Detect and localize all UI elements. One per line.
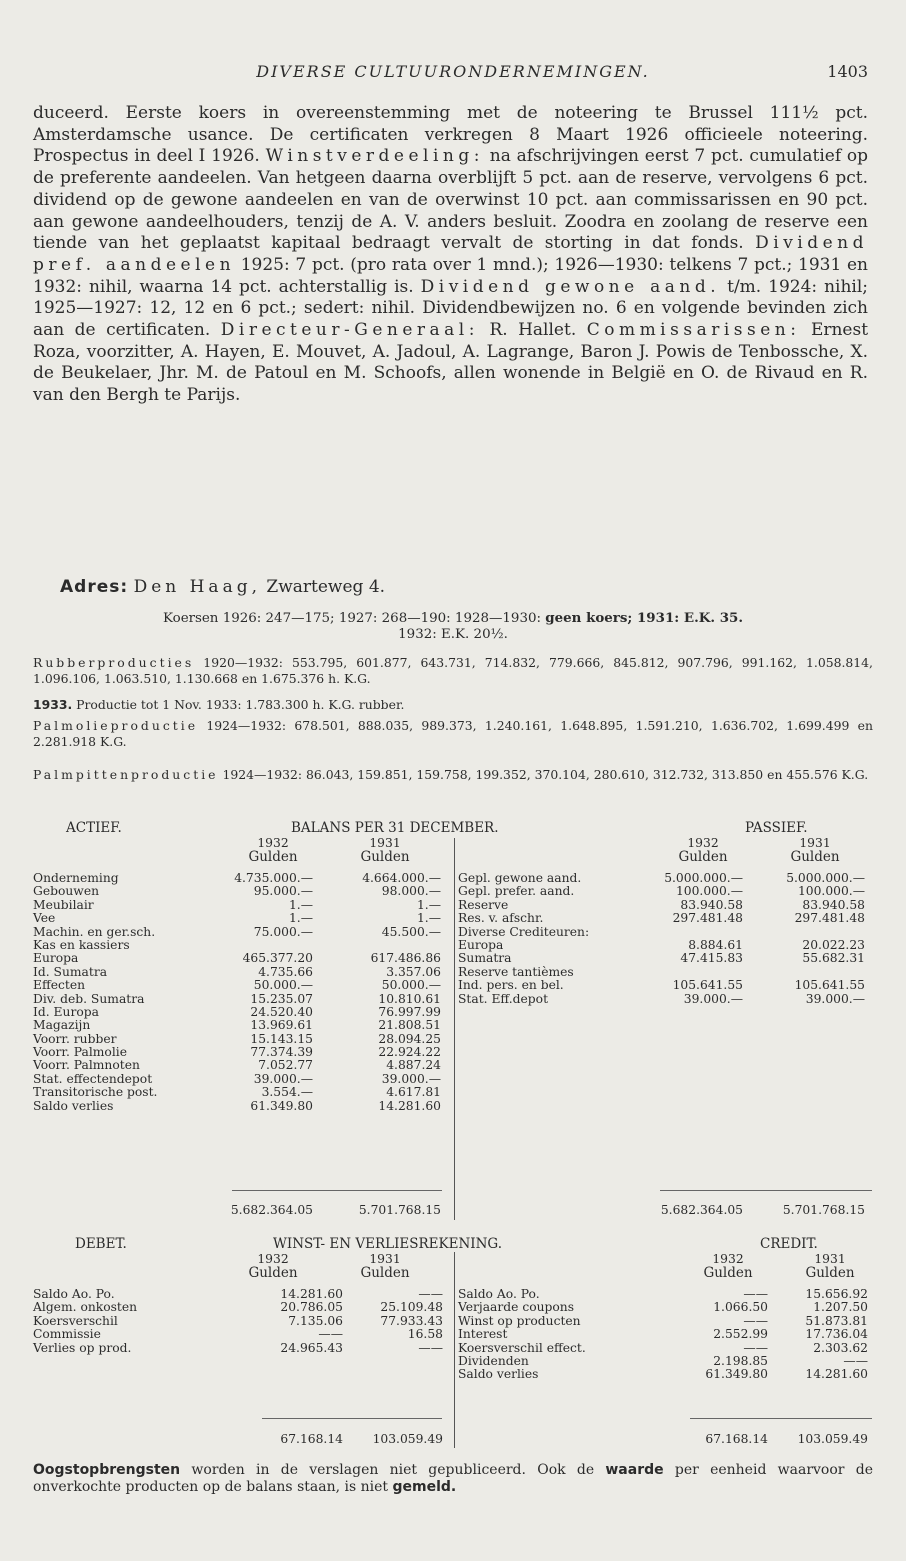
- table-row: [33, 911, 873, 924]
- row-label: Saldo Ao. Po.: [33, 1287, 115, 1301]
- credit-heading: CREDIT.: [760, 1236, 818, 1252]
- value-1932: 61.349.80: [250, 1098, 313, 1113]
- palmpitten-production: [33, 767, 873, 783]
- year-1933-label: 1933.: [33, 697, 73, 712]
- row-label: Europa: [33, 951, 79, 966]
- pl-headers: [33, 1236, 873, 1282]
- row-label: Koersverschil: [33, 1313, 118, 1328]
- pl-year-1931: 1931: [369, 1252, 401, 1266]
- row-label: Algem. onkosten: [33, 1300, 138, 1315]
- value-1931: 50.000.—: [381, 978, 441, 993]
- value-1931: ——: [418, 1287, 443, 1301]
- value-1932: 4.735.000.—: [234, 871, 313, 885]
- keyword-directeur: Directeur-Generaal:: [220, 320, 479, 341]
- value-1932: 50.000.—: [253, 978, 313, 993]
- value-1931: 4.887.24: [386, 1058, 441, 1073]
- row-label: Reserve tantièmes: [458, 964, 574, 979]
- value-1932: 3.554.—: [261, 1085, 313, 1100]
- address-street: Zwarteweg 4.: [266, 577, 386, 597]
- text-dividend-gewone: t/m. 1924: nihil; 1925—1927: 12, 12 en 6 pct.; sedert: nihil. Dividendbewijzen no. 6 en volgende bevinden zich aan de certificaten.: [33, 276, 869, 341]
- value-1931: 297.481.48: [794, 911, 865, 926]
- keyword-winstverdeeling: Winstverdeeling:: [265, 146, 484, 167]
- koersen-line1b: geen koers; 1931: E.K. 35.: [545, 610, 743, 626]
- text-intro: duceerd. Eerste koers in overeenstemming met de noteering te Brussel 111½ pct. Amsterdamsche usance. De certificaten verkregen 8 Maart 1926 officieele noteering. Prospectus in deel I 1926.: [33, 103, 868, 167]
- keyword-dividend-gewone: Dividend gewone aand.: [420, 276, 721, 297]
- pl-total-1931: 103.059.49: [372, 1432, 443, 1446]
- value-1931: 1.—: [416, 897, 441, 912]
- value-1932: 47.415.83: [680, 951, 743, 966]
- koersen-block: [33, 611, 873, 642]
- value-1931: 4.617.81: [386, 1085, 441, 1100]
- value-1931: ——: [418, 1340, 443, 1355]
- row-label: Meubilair: [33, 897, 94, 912]
- koersen-line1a: Koersen 1926: 247—175; 1927: 268—190: 1928—1930:: [162, 611, 546, 626]
- value-1931: 105.641.55: [794, 978, 865, 993]
- koersen-line2: 1932: E.K. 20½.: [398, 626, 508, 642]
- text-winstverdeeling: na afschrijvingen eerst 7 pct. cumulatief op de preferente aandeelen. Van hetgeen daarna overblijft 5 pct. aan de reserve, vervolgens 6 pct. dividend op de gewone aandeelen en van de overwinst 10 pct. aan commissarissen en 90 pct. aan gewone aandeelhouders, tenzij de A. V. anders besluit. Zoodra en zoolang de reserve een tiende van het geplaatst kapitaal bedraagt vervalt de storting in dat fonds.: [33, 146, 869, 254]
- pl-credit: [33, 1287, 873, 1381]
- table-row: [33, 992, 873, 1005]
- value-1931: 14.281.60: [805, 1367, 868, 1382]
- pl-title: WINST- EN VERLIESREKENING.: [273, 1236, 503, 1252]
- row-label: Gepl. prefer. aand.: [458, 884, 575, 899]
- table-row: [33, 925, 873, 938]
- row-label: Sumatra: [458, 951, 512, 966]
- row-label: Europa: [458, 937, 504, 952]
- pl-currency-1931-right: Gulden: [805, 1265, 855, 1282]
- balance-total-1931-right: 5.701.768.15: [782, 1203, 865, 1217]
- year-1932: 1932: [257, 836, 289, 850]
- row-label: Kas en kassiers: [33, 937, 130, 952]
- balance-total-1932: 5.682.364.05: [230, 1203, 313, 1217]
- row-label: Voorr. Palmolie: [33, 1045, 127, 1060]
- value-1932: 7.135.06: [288, 1313, 343, 1328]
- value-1931: ——: [843, 1353, 868, 1368]
- table-row: [33, 938, 873, 951]
- value-1931: 45.500.—: [381, 924, 441, 939]
- pl-year-1931-right: 1931: [814, 1252, 846, 1266]
- table-row: [33, 1072, 873, 1085]
- value-1932: 24.520.40: [250, 1004, 313, 1019]
- address-label: Adres:: [60, 577, 129, 597]
- row-label: Reserve: [458, 897, 509, 912]
- year-1931: 1931: [369, 836, 401, 850]
- value-1931: 1.—: [416, 911, 441, 926]
- value-1931: 617.486.86: [370, 951, 441, 966]
- value-1931: 39.000.—: [805, 991, 865, 1006]
- keyword-commissarissen: Commissarissen:: [586, 320, 801, 341]
- table-row: [33, 1005, 873, 1018]
- pl-currency-1931: Gulden: [360, 1265, 410, 1282]
- table-row: [33, 1314, 873, 1327]
- value-1931: 1.207.50: [813, 1300, 868, 1315]
- footer-note: [33, 1462, 873, 1495]
- table-row: [33, 1300, 873, 1313]
- table-row: [33, 978, 873, 991]
- value-1932: 8.884.61: [688, 937, 743, 952]
- row-label: Verjaarde coupons: [458, 1300, 575, 1315]
- row-label: Koersverschil effect.: [458, 1340, 586, 1355]
- row-label: Verlies op prod.: [33, 1340, 132, 1355]
- value-1931: 20.022.23: [802, 937, 865, 952]
- actief-heading: ACTIEF.: [66, 820, 122, 836]
- passief-heading: PASSIEF.: [745, 820, 808, 836]
- value-1931: 28.094.25: [378, 1031, 441, 1046]
- value-1932: 297.481.48: [672, 911, 743, 926]
- row-label: Saldo verlies: [33, 1098, 114, 1113]
- footer-keyword-2: waarde: [605, 1462, 664, 1478]
- palmolie-values: 1924—1932: 678.501, 888.035, 989.373, 1.240.161, 1.648.895, 1.591.210, 1.636.702, 1.699.499 en 2.281.918 K.G.: [33, 718, 873, 749]
- row-label: Voorr. rubber: [33, 1031, 117, 1046]
- value-1932: 2.552.99: [713, 1327, 768, 1342]
- row-label: Gepl. gewone aand.: [458, 871, 582, 885]
- value-1931: 22.924.22: [378, 1045, 441, 1060]
- balance-sheet-headers: [33, 820, 873, 866]
- value-1931: 39.000.—: [381, 1071, 441, 1086]
- value-1931: 2.303.62: [813, 1340, 868, 1355]
- row-label: Gebouwen: [33, 884, 100, 899]
- row-label: Onderneming: [33, 871, 119, 885]
- value-1931: 5.000.000.—: [786, 871, 865, 885]
- table-row: [33, 951, 873, 964]
- row-label: Voorr. Palmnoten: [33, 1058, 140, 1073]
- value-1932: 1.—: [288, 911, 313, 926]
- table-row: [33, 1032, 873, 1045]
- value-1932: 13.969.61: [250, 1018, 313, 1033]
- row-label: Interest: [458, 1327, 508, 1342]
- pl-total-1932: 67.168.14: [280, 1432, 343, 1446]
- footer-text-2: per eenheid waarvoor de onverkochte producten op de balans staan, is niet: [33, 1462, 873, 1495]
- pl-total-1931-right: 103.059.49: [797, 1432, 868, 1446]
- balance-total-1932-right: 5.682.364.05: [660, 1203, 743, 1217]
- row-label: Div. deb. Sumatra: [33, 991, 145, 1006]
- currency-1932-right: Gulden: [678, 849, 728, 866]
- running-title: DIVERSE CULTUURONDERNEMINGEN.: [256, 62, 650, 81]
- value-1931: 83.940.58: [802, 897, 865, 912]
- year-1931-right: 1931: [799, 836, 831, 850]
- row-label: Machin. en ger.sch.: [33, 924, 156, 939]
- value-1932: ——: [743, 1340, 768, 1355]
- value-1932: 7.052.77: [258, 1058, 313, 1073]
- row-label: Saldo verlies: [458, 1367, 539, 1382]
- value-1932: 465.377.20: [242, 951, 313, 966]
- row-label: Res. v. afschr.: [458, 911, 544, 926]
- palmolie-label: Palmolieproductie: [33, 718, 199, 733]
- table-row: [33, 965, 873, 978]
- pl-year-1932: 1932: [257, 1252, 289, 1266]
- row-label: Diverse Crediteuren:: [458, 924, 590, 939]
- value-1932: 1.066.50: [713, 1300, 768, 1315]
- address-line: [60, 577, 385, 597]
- value-1932: 14.281.60: [280, 1287, 343, 1301]
- value-1931: 10.810.61: [378, 991, 441, 1006]
- row-label: Id. Sumatra: [33, 964, 108, 979]
- value-1932: ——: [743, 1287, 768, 1301]
- value-1931: 16.58: [407, 1327, 443, 1342]
- address-city: Den Haag,: [133, 577, 261, 597]
- table-row: [33, 871, 873, 884]
- table-row: [33, 1367, 873, 1380]
- row-label: Transitorische post.: [33, 1085, 158, 1100]
- table-row: [33, 1287, 873, 1300]
- text-commissarissen: Ernest Roza, voorzitter, A. Hayen, E. Mouvet, A. Jadoul, A. Lagrange, Baron J. Powis de Tenbossche, X. de Beukelaer, Jhr. M. de Patoul en M. Schoofs, allen wonende in België en O. de Rivaud en R. van den Bergh te Parijs.: [33, 320, 869, 406]
- row-label: Saldo Ao. Po.: [458, 1287, 540, 1301]
- row-label: Magazijn: [33, 1018, 91, 1033]
- row-label: Stat. effectendepot: [33, 1071, 153, 1086]
- pl-totals: [33, 1432, 873, 1445]
- value-1932: 95.000.—: [253, 884, 313, 899]
- body-paragraph: [33, 103, 868, 407]
- row-label: Ind. pers. en bel.: [458, 978, 564, 993]
- production-1933: [33, 697, 873, 713]
- page-number: 1403: [827, 62, 868, 81]
- row-label: Dividenden: [458, 1353, 529, 1368]
- value-1932: 24.965.43: [280, 1340, 343, 1355]
- pl-year-1932-right: 1932: [712, 1252, 744, 1266]
- pl-total-1932-right: 67.168.14: [705, 1432, 768, 1446]
- value-1932: 83.940.58: [680, 897, 743, 912]
- value-1931: 100.000.—: [797, 884, 865, 899]
- value-1931: 14.281.60: [378, 1098, 441, 1113]
- value-1932: 2.198.85: [713, 1353, 768, 1368]
- year-1933-text: Productie tot 1 Nov. 1933: 1.783.300 h. K.G. rubber.: [72, 697, 405, 712]
- palmpitten-label: Palmpittenproductie: [33, 767, 219, 782]
- rubber-label: Rubberproducties: [33, 655, 195, 670]
- value-1932: 39.000.—: [253, 1071, 313, 1086]
- value-1931: 15.656.92: [805, 1287, 868, 1301]
- value-1932: 61.349.80: [705, 1367, 768, 1382]
- value-1932: 5.000.000.—: [664, 871, 743, 885]
- value-1931: 51.873.81: [805, 1313, 868, 1328]
- value-1932: 100.000.—: [675, 884, 743, 899]
- balance-liabilities: [33, 871, 873, 1005]
- value-1931: 25.109.48: [380, 1300, 443, 1315]
- value-1931: 55.682.31: [802, 951, 865, 966]
- value-1932: 39.000.—: [683, 991, 743, 1006]
- row-label: Vee: [33, 911, 56, 926]
- table-row: [33, 1085, 873, 1098]
- balance-title: BALANS PER 31 DECEMBER.: [291, 820, 499, 836]
- table-row: [33, 1327, 873, 1340]
- value-1932: 15.235.07: [250, 991, 313, 1006]
- table-row: [33, 1045, 873, 1058]
- palmpitten-values: 1924—1932: 86.043, 159.851, 159.758, 199.352, 370.104, 280.610, 312.732, 313.850 en 455.576 K.G.: [218, 767, 869, 782]
- value-1931: 77.933.43: [380, 1313, 443, 1328]
- text-dividend-pref: 1925: 7 pct. (pro rata over 1 mnd.); 1926—1930: telkens 7 pct.; 1931 en 1932: nihil, waarna 14 pct. achterstallig is.: [33, 254, 868, 297]
- palmolie-production: [33, 718, 873, 749]
- table-row: [33, 1099, 873, 1112]
- value-1931: 3.357.06: [386, 964, 441, 979]
- keyword-dividend-pref: Dividend pref. aandeelen: [33, 233, 869, 275]
- value-1932: 77.374.39: [250, 1045, 313, 1060]
- table-row: [33, 898, 873, 911]
- table-row: [33, 1341, 873, 1354]
- footer-keyword: Oogstopbrengsten: [33, 1462, 181, 1478]
- value-1932: 15.143.15: [250, 1031, 313, 1046]
- value-1932: 4.735.66: [258, 964, 313, 979]
- value-1931: 4.664.000.—: [362, 871, 441, 885]
- table-row: [33, 1018, 873, 1031]
- value-1932: 20.786.05: [280, 1300, 343, 1315]
- year-1932-right: 1932: [687, 836, 719, 850]
- value-1932: 1.—: [288, 897, 313, 912]
- row-label: Winst op producten: [458, 1313, 581, 1328]
- balance-total-1931: 5.701.768.15: [358, 1203, 441, 1217]
- footer-text: worden in de verslagen niet gepubliceerd. Ook de: [180, 1462, 606, 1478]
- value-1931: 21.808.51: [378, 1018, 441, 1033]
- value-1932: 75.000.—: [253, 924, 313, 939]
- row-label: Id. Europa: [33, 1004, 99, 1019]
- pl-currency-1932: Gulden: [248, 1265, 298, 1282]
- rubber-values: 1920—1932: 553.795, 601.877, 643.731, 714.832, 779.666, 845.812, 907.796, 991.162, 1.058.814, 1.096.106, 1.063.510, 1.130.668 en 1.675.376 h. K.G.: [33, 655, 873, 686]
- row-label: Stat. Eff.depot: [458, 991, 549, 1006]
- value-1932: ——: [318, 1327, 343, 1342]
- table-row: [33, 1354, 873, 1367]
- row-label: Commissie: [33, 1327, 101, 1342]
- value-1932: 105.641.55: [672, 978, 743, 993]
- pl-currency-1932-right: Gulden: [703, 1265, 753, 1282]
- row-label: Effecten: [33, 978, 86, 993]
- running-header: [0, 62, 906, 86]
- currency-1931: Gulden: [360, 849, 410, 866]
- footer-keyword-3: gemeld.: [392, 1478, 457, 1495]
- currency-1932: Gulden: [248, 849, 298, 866]
- debet-heading: DEBET.: [75, 1236, 127, 1252]
- currency-1931-right: Gulden: [790, 849, 840, 866]
- rubber-production: [33, 655, 873, 686]
- table-row: [33, 1058, 873, 1071]
- balance-totals: [33, 1203, 873, 1216]
- value-1931: 98.000.—: [381, 884, 441, 899]
- value-1931: 76.997.99: [378, 1004, 441, 1019]
- value-1931: 17.736.04: [805, 1327, 868, 1342]
- text-directeur: R. Hallet.: [489, 320, 577, 341]
- table-row: [33, 884, 873, 897]
- value-1932: ——: [743, 1313, 768, 1328]
